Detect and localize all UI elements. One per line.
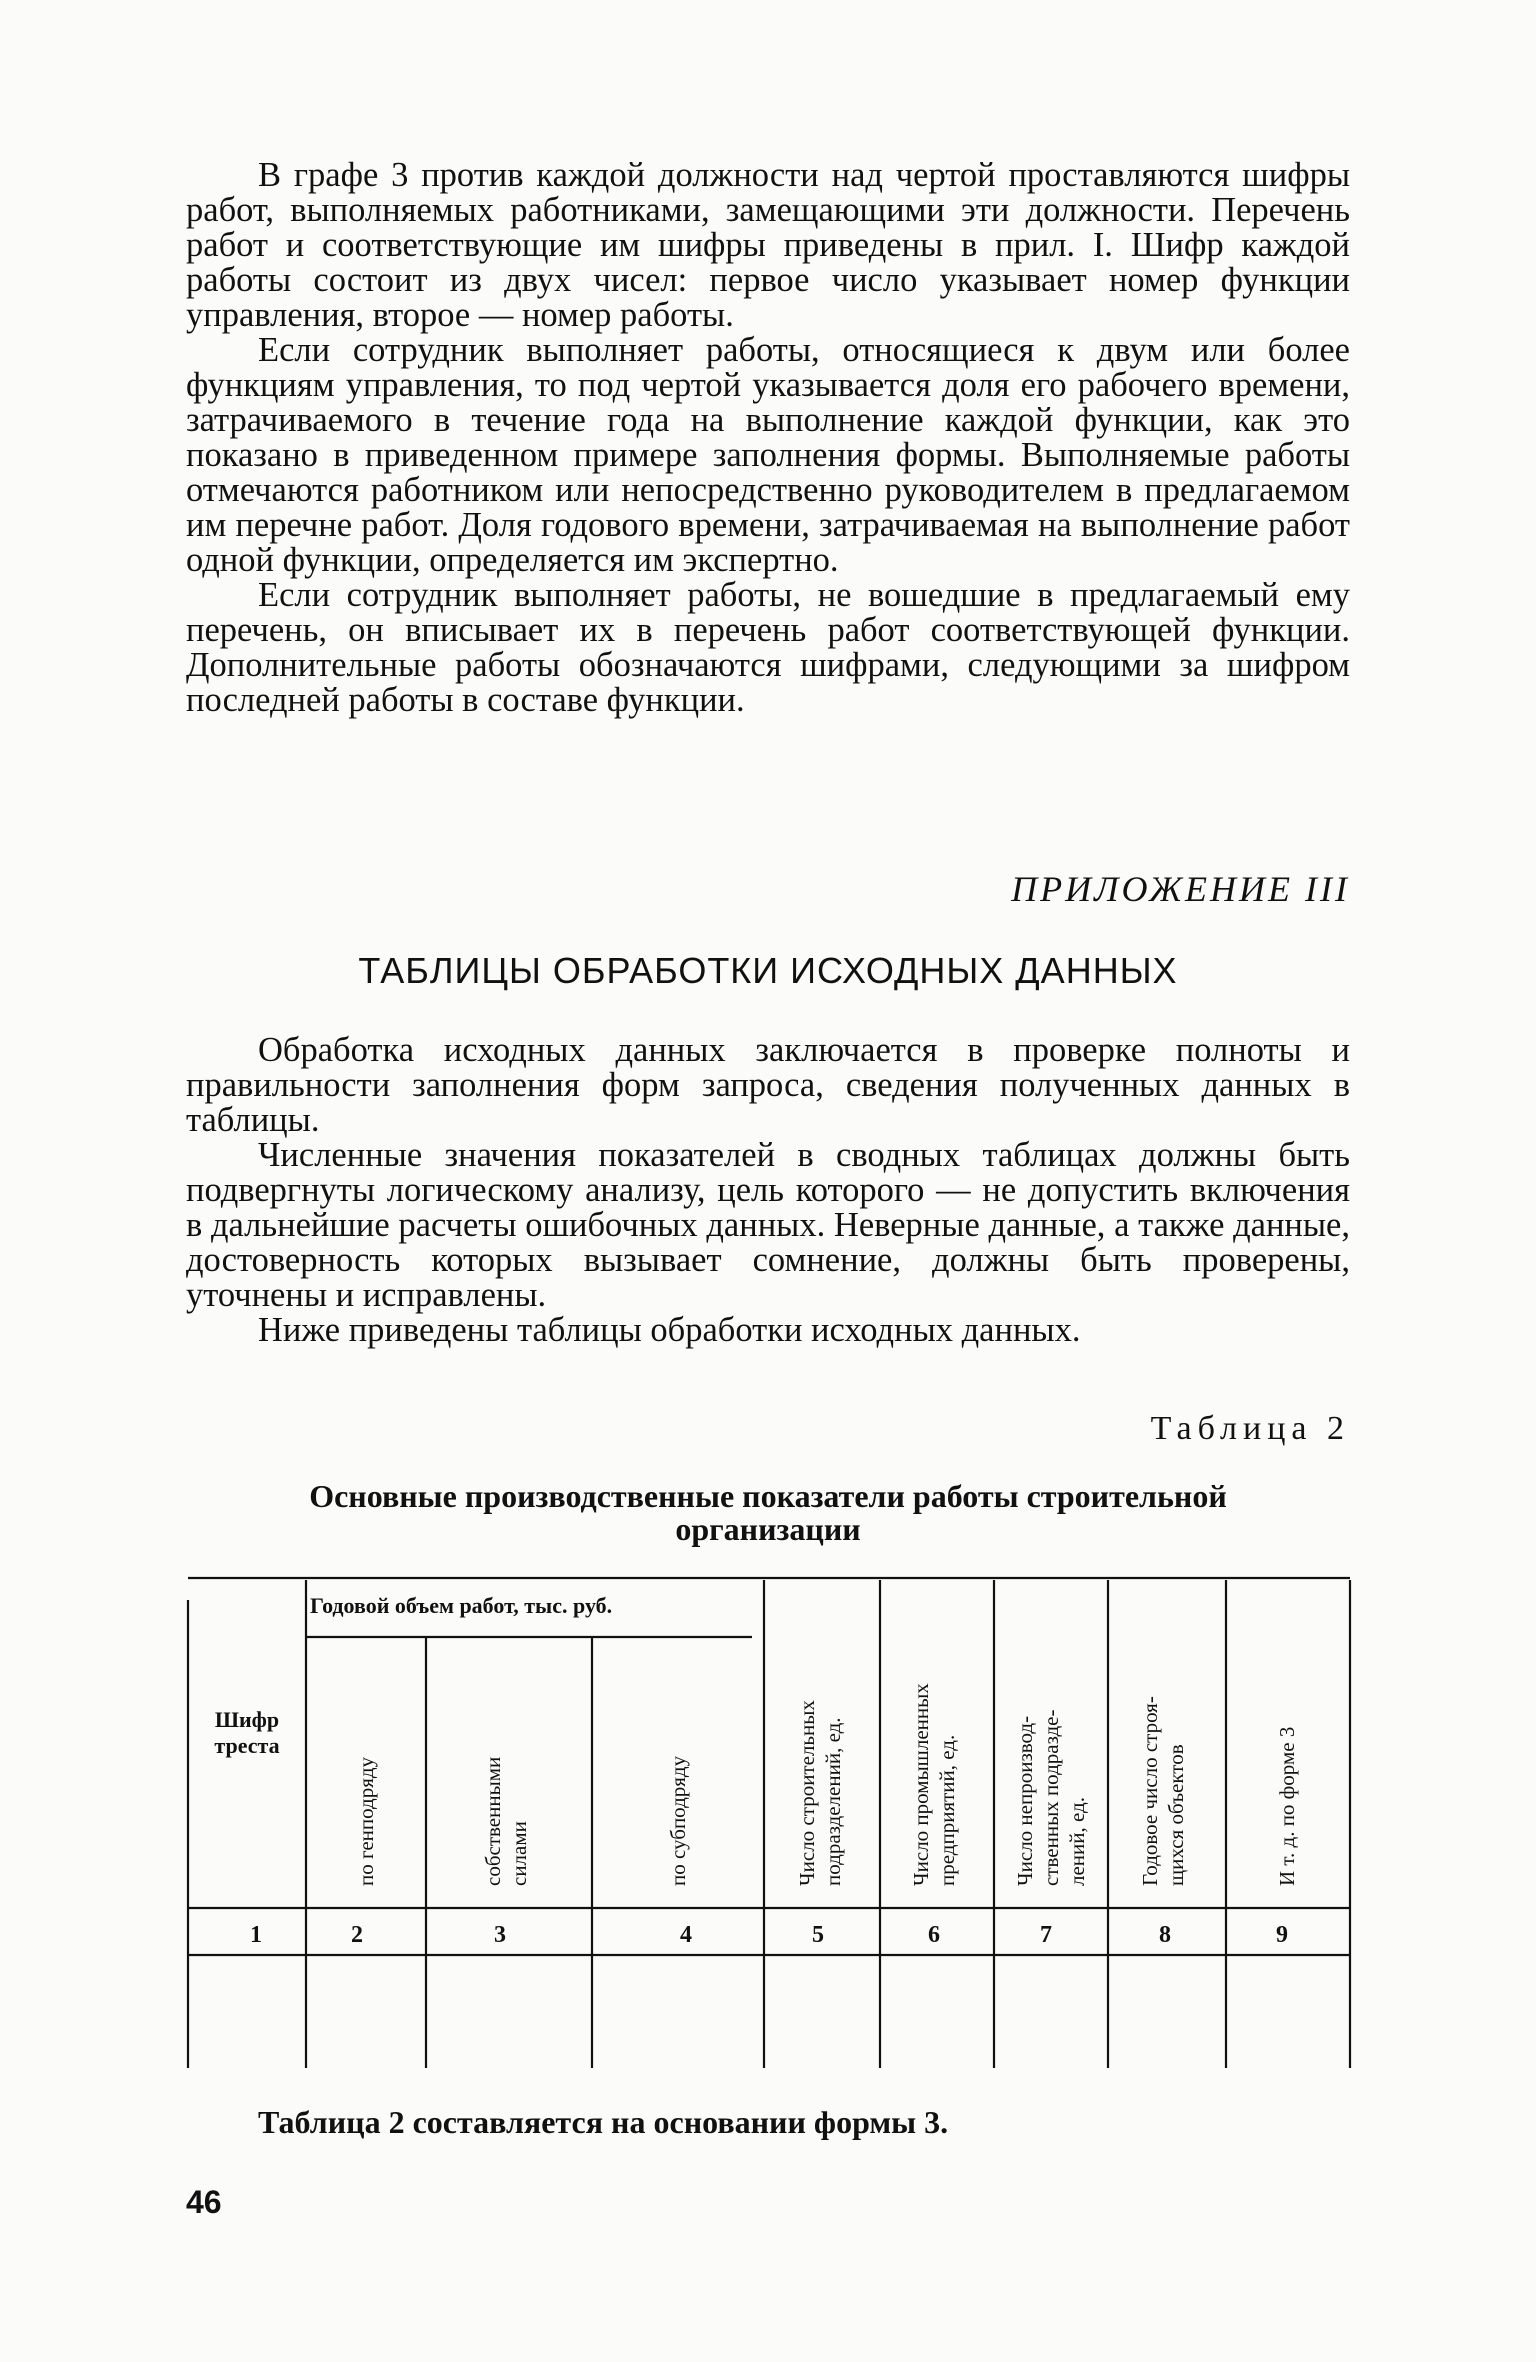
- column-number: 3: [494, 1922, 506, 1948]
- header-stroyashchihsya-obektov: [1138, 1691, 1188, 1886]
- page-number: 46: [186, 2184, 222, 2220]
- header-neproizvodstvennyh-podrazdeleniy: [1013, 1704, 1089, 1886]
- paragraph: Обработка исходных данных заключается в проверке полноты и правильности заполнения форм запроса, сведения полученных данных в таблицы.: [186, 1031, 1350, 1139]
- trest-header-line: треста: [214, 1733, 280, 1758]
- header-line: ственных подразде-: [1039, 1709, 1063, 1886]
- table-title: [186, 1480, 1350, 1546]
- paragraph: В графе 3 против каждой должности над чертой проставляются шифры работ, выполняемых работниками, замещающими эти должности. Перечень работ и соответствующие им шифры приведены в прил. I. Шифр каждой работы состоит из двух чисел: первое число указывает номер функции управления, второе — номер работы.: [186, 156, 1350, 334]
- column-number: 7: [1040, 1922, 1052, 1948]
- processing-text: [186, 1033, 1350, 1348]
- intro-text: [186, 158, 1350, 718]
- column-number: 1: [250, 1922, 262, 1948]
- header-line: предприятий, ед.: [935, 1734, 959, 1886]
- appendix-label: ПРИЛОЖЕНИЕ III: [1011, 869, 1350, 909]
- column-number: 2: [351, 1922, 363, 1948]
- header-line: Число промышленных: [909, 1683, 933, 1886]
- header-line: Число строительных: [795, 1700, 819, 1886]
- header-po-subpodryadu: по субподряду: [666, 1755, 690, 1886]
- header-po-genpodryadu: по генподряду: [354, 1756, 378, 1886]
- paragraph: Если сотрудник выполняет работы, относящиеся к двум или более функциям управления, то под чертой указывается доля его рабочего времени, затрачиваемого в течение года на выполнение каждой функции, как это показано в приведенном примере заполнения формы. Выполняемые работы отмечаются работником или непосредственно руководителем в предлагаемом им перечне работ. Доля годового времени, затрачиваемая на выполнение работ одной функции, определяется им экспертно.: [186, 331, 1350, 579]
- header-line: подразделений, ед.: [821, 1717, 845, 1886]
- section-title: ТАБЛИЦЫ ОБРАБОТКИ ИСХОДНЫХ ДАННЫХ: [358, 950, 1178, 991]
- shifr-header-line: Шифр: [214, 1707, 280, 1732]
- column-number: 8: [1159, 1922, 1171, 1948]
- group-header: Годовой объем работ, тыс. руб.: [310, 1593, 613, 1618]
- table-footnote: Таблица 2 составляется на основании формы 3.: [258, 2104, 949, 2140]
- paragraph: Если сотрудник выполняет работы, не вошедшие в предлагаемый ему перечень, он вписывает их в перечень работ соответствующей функции. Дополнительные работы обозначаются шифрами, следующими за шифром последней работы в составе функции.: [186, 576, 1350, 719]
- header-stroitelnyh-podrazdeleniy: [795, 1695, 845, 1886]
- column-number: 9: [1276, 1922, 1288, 1948]
- column-number: 5: [812, 1922, 824, 1948]
- header-line: Годовое число строя-: [1138, 1696, 1162, 1886]
- column-number: 4: [680, 1922, 692, 1948]
- table-label: Таблица 2: [1150, 1410, 1350, 1447]
- header-line: щихся объектов: [1164, 1744, 1188, 1886]
- header-line: собственными: [481, 1756, 505, 1886]
- header-i-t-d-po-forme-3: И т. д. по форме 3: [1275, 1726, 1299, 1886]
- header-line: силами: [507, 1821, 531, 1886]
- table-title-line: Основные производственные показатели работы строительной: [309, 1478, 1227, 1514]
- header-sobstvennymi-silami: [481, 1752, 531, 1886]
- header-line: Число непроизвод-: [1013, 1715, 1037, 1886]
- table-title-line: организации: [675, 1511, 861, 1547]
- column-number: 6: [928, 1922, 940, 1948]
- header-line: лений, ед.: [1065, 1797, 1089, 1886]
- header-promyshlennyh-predpriyatiy: [909, 1678, 959, 1886]
- paragraph: Ниже приведены таблицы обработки исходных данных.: [258, 1311, 1081, 1349]
- paragraph: Численные значения показателей в сводных таблицах должны быть подвергнуты логическому анализу, цель которого — не допустить включения в дальнейшие расчеты ошибочных данных. Неверные данные, а также данные, достоверность которых вызывает сомнение, должны быть проверены, уточнены и исправлены.: [186, 1136, 1350, 1314]
